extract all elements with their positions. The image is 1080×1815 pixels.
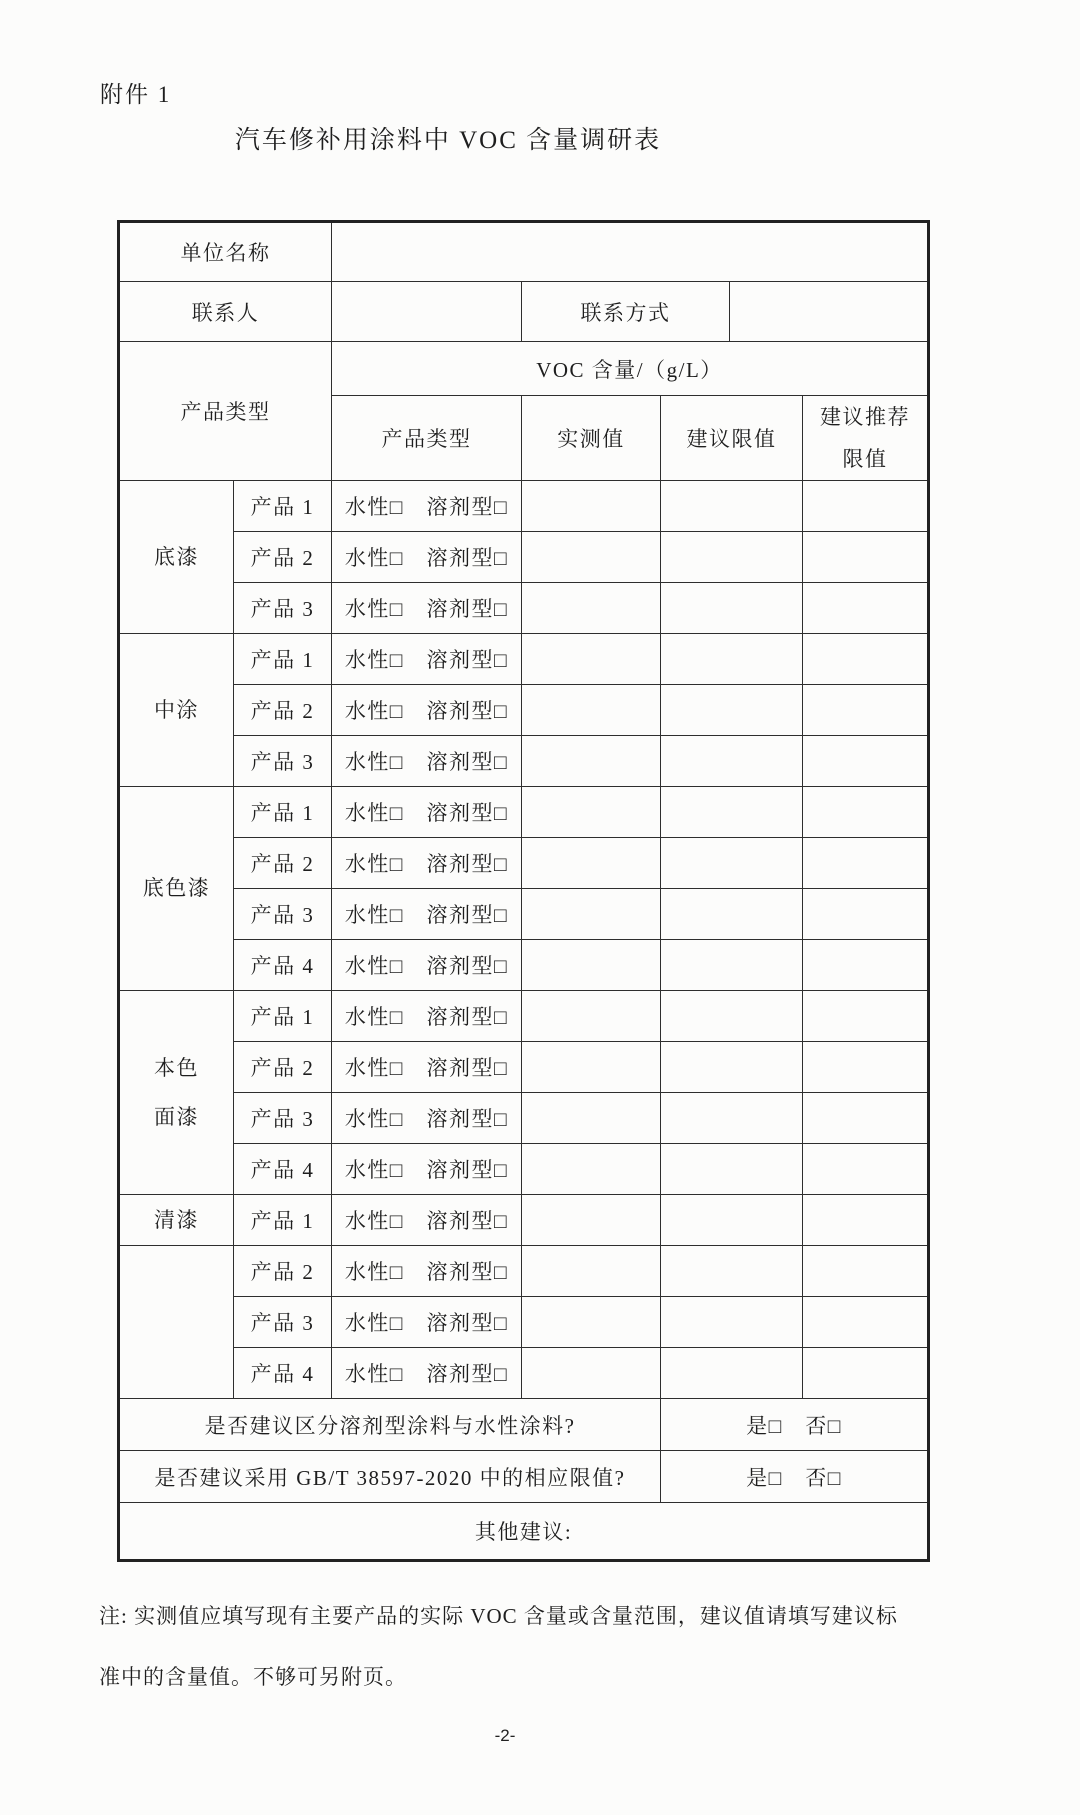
subheader-measured-value: 实测值: [522, 396, 661, 481]
suggested-limit-cell: [661, 787, 803, 838]
recommended-limit-cell: [803, 1042, 929, 1093]
type-options-cell: 水性□ 溶剂型□: [332, 634, 522, 685]
type-options-cell: 水性□ 溶剂型□: [332, 940, 522, 991]
suggested-limit-cell: [661, 1195, 803, 1246]
product-label: 产品 1: [234, 634, 332, 685]
product-label: 产品 4: [234, 1144, 332, 1195]
recommended-limit-cell: [803, 991, 929, 1042]
recommended-limit-cell: [803, 583, 929, 634]
type-options-cell: 水性□ 溶剂型□: [332, 1195, 522, 1246]
recommended-limit-cell: [803, 685, 929, 736]
suggested-limit-cell: [661, 736, 803, 787]
contact-person-value: [332, 282, 522, 342]
measured-value-cell: [522, 1042, 661, 1093]
suggested-limit-cell: [661, 838, 803, 889]
product-label: 产品 3: [234, 889, 332, 940]
suggested-limit-cell: [661, 532, 803, 583]
yes-no-cell: 是□ 否□: [661, 1451, 929, 1503]
recommended-limit-cell: [803, 1297, 929, 1348]
measured-value-cell: [522, 889, 661, 940]
suggested-limit-cell: [661, 1246, 803, 1297]
footnote-text: 注: 实测值应填写现有主要产品的实际 VOC 含量或含量范围，建议值请填写建议标 准中的含量值。不够可另附页。: [99, 1604, 898, 1689]
measured-value-cell: [522, 1348, 661, 1399]
question-adopt-gbt38597-limits: 是否建议采用 GB/T 38597-2020 中的相应限值?: [119, 1451, 661, 1503]
product-label: 产品 1: [234, 1195, 332, 1246]
type-options-cell: 水性□ 溶剂型□: [332, 838, 522, 889]
page-number: -2-: [494, 1726, 516, 1745]
measured-value-cell: [522, 481, 661, 532]
suggested-limit-cell: [661, 940, 803, 991]
type-options-cell: 水性□ 溶剂型□: [332, 736, 522, 787]
attachment-label: 附件 1: [100, 82, 172, 107]
group-label-clearcoat: 清漆: [119, 1195, 234, 1246]
group-label-blank: [119, 1246, 234, 1399]
suggested-limit-cell: [661, 1093, 803, 1144]
subheader-product-type: 产品类型: [332, 396, 522, 481]
type-options-cell: 水性□ 溶剂型□: [332, 991, 522, 1042]
type-options-cell: 水性□ 溶剂型□: [332, 1042, 522, 1093]
unit-name-label: 单位名称: [119, 222, 332, 282]
group-label-solid-topcoat: 本色 面漆: [119, 991, 234, 1195]
product-label: 产品 2: [234, 838, 332, 889]
suggested-limit-cell: [661, 991, 803, 1042]
measured-value-cell: [522, 1195, 661, 1246]
recommended-limit-cell: [803, 634, 929, 685]
suggested-limit-cell: [661, 634, 803, 685]
contact-person-label: 联系人: [119, 282, 332, 342]
type-options-cell: 水性□ 溶剂型□: [332, 1093, 522, 1144]
contact-method-value: [730, 282, 929, 342]
measured-value-cell: [522, 532, 661, 583]
group-label-basecoat: 底色漆: [119, 787, 234, 991]
suggested-limit-cell: [661, 583, 803, 634]
document-title: 汽车修补用涂料中 VOC 含量调研表: [234, 127, 662, 154]
measured-value-cell: [522, 1093, 661, 1144]
recommended-limit-cell: [803, 1144, 929, 1195]
suggested-limit-cell: [661, 481, 803, 532]
contact-method-label: 联系方式: [522, 282, 730, 342]
measured-value-cell: [522, 634, 661, 685]
suggested-limit-cell: [661, 1348, 803, 1399]
product-label: 产品 2: [234, 685, 332, 736]
recommended-limit-cell: [803, 1093, 929, 1144]
voc-survey-table: [117, 220, 930, 1562]
product-label: 产品 3: [234, 1093, 332, 1144]
suggested-limit-cell: [661, 889, 803, 940]
subheader-recommended-limit: 建议推荐 限值: [803, 396, 929, 481]
suggested-limit-cell: [661, 1042, 803, 1093]
type-options-cell: 水性□ 溶剂型□: [332, 1297, 522, 1348]
product-label: 产品 1: [234, 481, 332, 532]
product-type-header: 产品类型: [119, 342, 332, 481]
measured-value-cell: [522, 787, 661, 838]
type-options-cell: 水性□ 溶剂型□: [332, 481, 522, 532]
product-label: 产品 2: [234, 532, 332, 583]
measured-value-cell: [522, 940, 661, 991]
recommended-limit-cell: [803, 889, 929, 940]
suggested-limit-cell: [661, 685, 803, 736]
product-label: 产品 3: [234, 1297, 332, 1348]
measured-value-cell: [522, 1144, 661, 1195]
measured-value-cell: [522, 1246, 661, 1297]
type-options-cell: 水性□ 溶剂型□: [332, 1144, 522, 1195]
recommended-limit-cell: [803, 736, 929, 787]
recommended-limit-cell: [803, 838, 929, 889]
recommended-limit-cell: [803, 1246, 929, 1297]
yes-no-cell: 是□ 否□: [661, 1399, 929, 1451]
subheader-suggested-limit: 建议限值: [661, 396, 803, 481]
product-label: 产品 4: [234, 1348, 332, 1399]
product-label: 产品 3: [234, 736, 332, 787]
type-options-cell: 水性□ 溶剂型□: [332, 532, 522, 583]
group-label-midcoat: 中涂: [119, 634, 234, 787]
measured-value-cell: [522, 838, 661, 889]
type-options-cell: 水性□ 溶剂型□: [332, 685, 522, 736]
product-label: 产品 2: [234, 1042, 332, 1093]
recommended-limit-cell: [803, 940, 929, 991]
type-options-cell: 水性□ 溶剂型□: [332, 1348, 522, 1399]
recommended-limit-cell: [803, 532, 929, 583]
suggested-limit-cell: [661, 1144, 803, 1195]
other-suggestions-label: 其他建议:: [119, 1503, 929, 1561]
product-label: 产品 4: [234, 940, 332, 991]
recommended-limit-cell: [803, 787, 929, 838]
product-label: 产品 3: [234, 583, 332, 634]
recommended-limit-cell: [803, 1195, 929, 1246]
measured-value-cell: [522, 685, 661, 736]
measured-value-cell: [522, 736, 661, 787]
voc-content-header: VOC 含量/（g/L）: [332, 342, 929, 396]
type-options-cell: 水性□ 溶剂型□: [332, 787, 522, 838]
measured-value-cell: [522, 583, 661, 634]
measured-value-cell: [522, 1297, 661, 1348]
product-label: 产品 1: [234, 787, 332, 838]
type-options-cell: 水性□ 溶剂型□: [332, 1246, 522, 1297]
suggested-limit-cell: [661, 1297, 803, 1348]
group-label-primer: 底漆: [119, 481, 234, 634]
product-label: 产品 1: [234, 991, 332, 1042]
recommended-limit-cell: [803, 1348, 929, 1399]
type-options-cell: 水性□ 溶剂型□: [332, 889, 522, 940]
product-label: 产品 2: [234, 1246, 332, 1297]
unit-name-value: [332, 222, 929, 282]
type-options-cell: 水性□ 溶剂型□: [332, 583, 522, 634]
measured-value-cell: [522, 991, 661, 1042]
recommended-limit-cell: [803, 481, 929, 532]
question-distinguish-solvent-waterborne: 是否建议区分溶剂型涂料与水性涂料?: [119, 1399, 661, 1451]
